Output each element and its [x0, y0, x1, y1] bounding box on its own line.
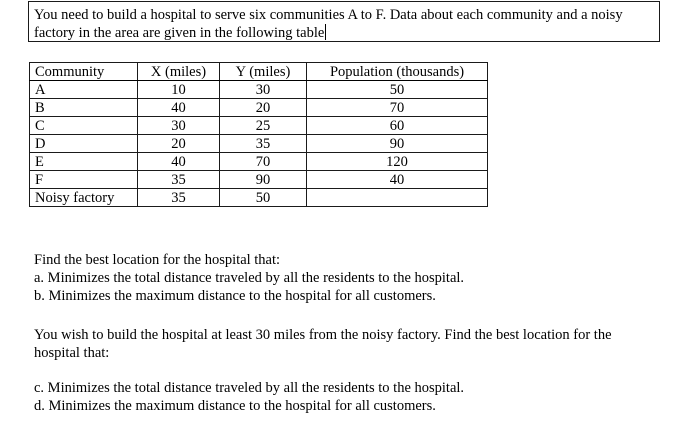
cell-population: 120	[307, 153, 488, 171]
cell-y: 50	[220, 189, 307, 207]
part2-lead: You wish to build the hospital at least 30 miles from the noisy factory. Find the best location for the hospital that:	[34, 327, 612, 361]
cell-population: 60	[307, 117, 488, 135]
part1-lead: Find the best location for the hospital that:	[34, 252, 281, 268]
cell-y: 70	[220, 153, 307, 171]
cell-community: Noisy factory	[30, 189, 138, 207]
intro-paragraph	[34, 6, 664, 42]
question-d: d. Minimizes the maximum distance to the hospital for all customers.	[34, 398, 436, 414]
header-population: Population (thousands)	[307, 63, 488, 81]
table-row	[30, 171, 488, 189]
question-b: b. Minimizes the maximum distance to the hospital for all customers.	[34, 288, 436, 304]
cell-y: 20	[220, 99, 307, 117]
cell-community: A	[30, 81, 138, 99]
table-row	[30, 99, 488, 117]
cell-y: 90	[220, 171, 307, 189]
cell-population	[307, 189, 488, 207]
question-a: a. Minimizes the total distance traveled by all the residents to the hospital.	[34, 270, 465, 286]
header-y-miles: Y (miles)	[220, 63, 307, 81]
cell-x: 35	[138, 189, 220, 207]
cell-population: 90	[307, 135, 488, 153]
cell-y: 30	[220, 81, 307, 99]
cell-population: 70	[307, 99, 488, 117]
cell-community: E	[30, 153, 138, 171]
table-row	[30, 153, 488, 171]
cell-x: 30	[138, 117, 220, 135]
cell-population: 40	[307, 171, 488, 189]
question-c: c. Minimizes the total distance traveled by all the residents to the hospital.	[34, 380, 465, 396]
cell-community: B	[30, 99, 138, 117]
cell-x: 20	[138, 135, 220, 153]
cell-community: D	[30, 135, 138, 153]
community-data-table	[29, 62, 488, 207]
header-x-miles: X (miles)	[138, 63, 220, 81]
table-row	[30, 189, 488, 207]
table-row	[30, 135, 488, 153]
text-cursor	[325, 24, 326, 40]
cell-community: F	[30, 171, 138, 189]
cell-y: 25	[220, 117, 307, 135]
intro-text: You need to build a hospital to serve six communities A to F. Data about each community and a noisy factory in the area are given in the following table	[34, 7, 623, 41]
cell-x: 10	[138, 81, 220, 99]
header-community: Community	[30, 63, 138, 81]
cell-population: 50	[307, 81, 488, 99]
table-row	[30, 117, 488, 135]
table-header-row	[30, 63, 488, 81]
cell-y: 35	[220, 135, 307, 153]
cell-x: 40	[138, 153, 220, 171]
cell-x: 35	[138, 171, 220, 189]
table-row	[30, 81, 488, 99]
cell-community: C	[30, 117, 138, 135]
cell-x: 40	[138, 99, 220, 117]
